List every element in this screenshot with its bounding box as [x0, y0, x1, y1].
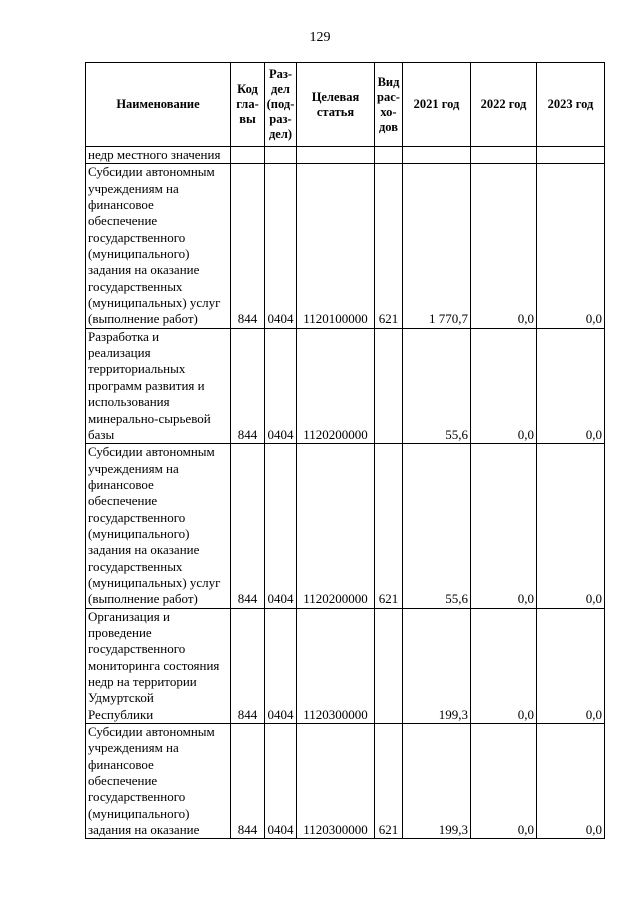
cell-value-2022	[471, 147, 537, 164]
row-name-line: обеспечение	[88, 773, 158, 789]
row-name-line: государственных	[88, 278, 183, 294]
row-name	[86, 608, 231, 723]
row-name-line: Организация и	[88, 608, 170, 624]
cell-kod: 844	[231, 328, 265, 443]
row-name	[86, 724, 231, 839]
cell-value-2022: 0,0	[471, 164, 537, 328]
row-name-line: финансовое	[88, 756, 154, 772]
budget-table	[85, 62, 605, 839]
row-name-line: государственного	[88, 641, 186, 657]
cell-kod: 844	[231, 444, 265, 608]
header-line: дел	[271, 82, 290, 96]
cell-razdel: 0404	[265, 444, 297, 608]
row-name-line: финансовое	[88, 476, 154, 492]
row-name-line: учреждениям на	[88, 180, 179, 196]
cell-value-2021	[403, 147, 471, 164]
table-row	[86, 328, 605, 443]
row-name-line: задания на оказание	[88, 822, 200, 838]
cell-target-article: 1120200000	[297, 328, 375, 443]
cell-value-2023: 0,0	[537, 444, 605, 608]
header-line: вы	[239, 112, 256, 126]
row-name-line: (муниципального)	[88, 246, 190, 262]
header-vid	[375, 63, 403, 147]
table-row	[86, 164, 605, 328]
row-name-line: реализация	[88, 345, 151, 361]
row-name-line: государственного	[88, 509, 186, 525]
header-line: Вид	[377, 74, 400, 89]
row-name-line: программ развития и	[88, 377, 205, 393]
header-kod	[231, 63, 265, 147]
row-name-line: финансовое	[88, 197, 154, 213]
cell-razdel	[265, 147, 297, 164]
cell-target-article: 1120300000	[297, 608, 375, 723]
cell-value-2023: 0,0	[537, 724, 605, 839]
cell-expense-type: 621	[375, 164, 403, 328]
cell-value-2021: 55,6	[403, 328, 471, 443]
cell-expense-type: 621	[375, 724, 403, 839]
row-name-line: учреждениям на	[88, 460, 179, 476]
header-row	[86, 63, 605, 147]
row-name	[86, 328, 231, 443]
header-line: (под-	[266, 97, 295, 111]
row-name-line: государственных	[88, 558, 183, 574]
row-name-line: Субсидии автономным	[88, 444, 215, 460]
cell-kod: 844	[231, 724, 265, 839]
cell-target-article	[297, 147, 375, 164]
cell-kod: 844	[231, 164, 265, 328]
row-name-line: задания на оказание	[88, 262, 200, 278]
header-line: Целевая	[311, 89, 360, 104]
header-line: Раз-	[268, 67, 293, 81]
row-name-line: Разработка и	[88, 328, 160, 344]
cell-kod	[231, 147, 265, 164]
header-2023: 2023 год	[537, 63, 605, 147]
cell-razdel: 0404	[265, 328, 297, 443]
row-name-line: государственного	[88, 229, 186, 245]
row-name-line: обеспечение	[88, 493, 158, 509]
header-line: дел)	[268, 127, 293, 141]
row-name-line: (муниципального)	[88, 805, 190, 821]
cell-razdel: 0404	[265, 164, 297, 328]
row-name-line: Субсидии автономным	[88, 164, 215, 180]
row-name-line: базы	[88, 426, 115, 442]
header-line: раз-	[269, 112, 292, 126]
cell-target-article: 1120200000	[297, 444, 375, 608]
header-2021: 2021 год	[403, 63, 471, 147]
header-name: Наименование	[86, 63, 231, 147]
cell-expense-type	[375, 608, 403, 723]
cell-target-article: 1120300000	[297, 724, 375, 839]
cell-value-2021: 199,3	[403, 724, 471, 839]
row-name-line: (выполнение работ)	[88, 591, 198, 607]
cell-razdel: 0404	[265, 608, 297, 723]
row-name-line: (муниципального)	[88, 525, 190, 541]
cell-value-2023: 0,0	[537, 608, 605, 723]
row-name-line: территориальных	[88, 361, 186, 377]
row-name-line: недр местного значения	[88, 147, 221, 162]
header-line: Код	[237, 82, 258, 96]
row-name-line: задания на оказание	[88, 542, 200, 558]
row-name-line: (муниципальных) услуг	[88, 574, 221, 590]
header-line: статья	[316, 104, 355, 119]
page-number: 129	[309, 30, 331, 45]
header-razdel	[265, 63, 297, 147]
row-name-line: использования	[88, 394, 170, 410]
cell-value-2022: 0,0	[471, 608, 537, 723]
cell-target-article: 1120100000	[297, 164, 375, 328]
cell-expense-type	[375, 147, 403, 164]
cell-value-2023: 0,0	[537, 164, 605, 328]
cell-value-2023: 0,0	[537, 328, 605, 443]
row-name-line: Удмуртской	[88, 690, 154, 706]
cell-value-2021: 199,3	[403, 608, 471, 723]
row-name-line: проведение	[88, 624, 152, 640]
row-name-line: учреждениям на	[88, 740, 179, 756]
cell-kod: 844	[231, 608, 265, 723]
row-name-line: (выполнение работ)	[88, 311, 198, 327]
cell-value-2022: 0,0	[471, 328, 537, 443]
table-row	[86, 147, 605, 164]
table-row	[86, 724, 605, 839]
cell-value-2021: 1 770,7	[403, 164, 471, 328]
cell-value-2023	[537, 147, 605, 164]
header-line: рас-	[377, 89, 400, 104]
table-row	[86, 444, 605, 608]
row-name	[86, 147, 231, 164]
header-2022: 2022 год	[471, 63, 537, 147]
header-line: гла-	[236, 97, 259, 111]
cell-expense-type: 621	[375, 444, 403, 608]
row-name-line: обеспечение	[88, 213, 158, 229]
cell-razdel: 0404	[265, 724, 297, 839]
header-line: хо-	[380, 104, 397, 119]
table-row	[86, 608, 605, 723]
header-line: дов	[378, 119, 398, 134]
row-name-line: (муниципальных) услуг	[88, 295, 221, 311]
cell-expense-type	[375, 328, 403, 443]
row-name	[86, 164, 231, 328]
cell-value-2022: 0,0	[471, 444, 537, 608]
row-name-line: государственного	[88, 789, 186, 805]
row-name	[86, 444, 231, 608]
header-statya	[297, 63, 375, 147]
row-name-line: Республики	[88, 706, 154, 722]
row-name-line: недр на территории	[88, 674, 197, 689]
cell-value-2022: 0,0	[471, 724, 537, 839]
cell-value-2021: 55,6	[403, 444, 471, 608]
row-name-line: минерально-сырьевой	[88, 410, 211, 426]
row-name-line: Субсидии автономным	[88, 724, 215, 740]
row-name-line: мониторинга состояния	[88, 657, 220, 673]
